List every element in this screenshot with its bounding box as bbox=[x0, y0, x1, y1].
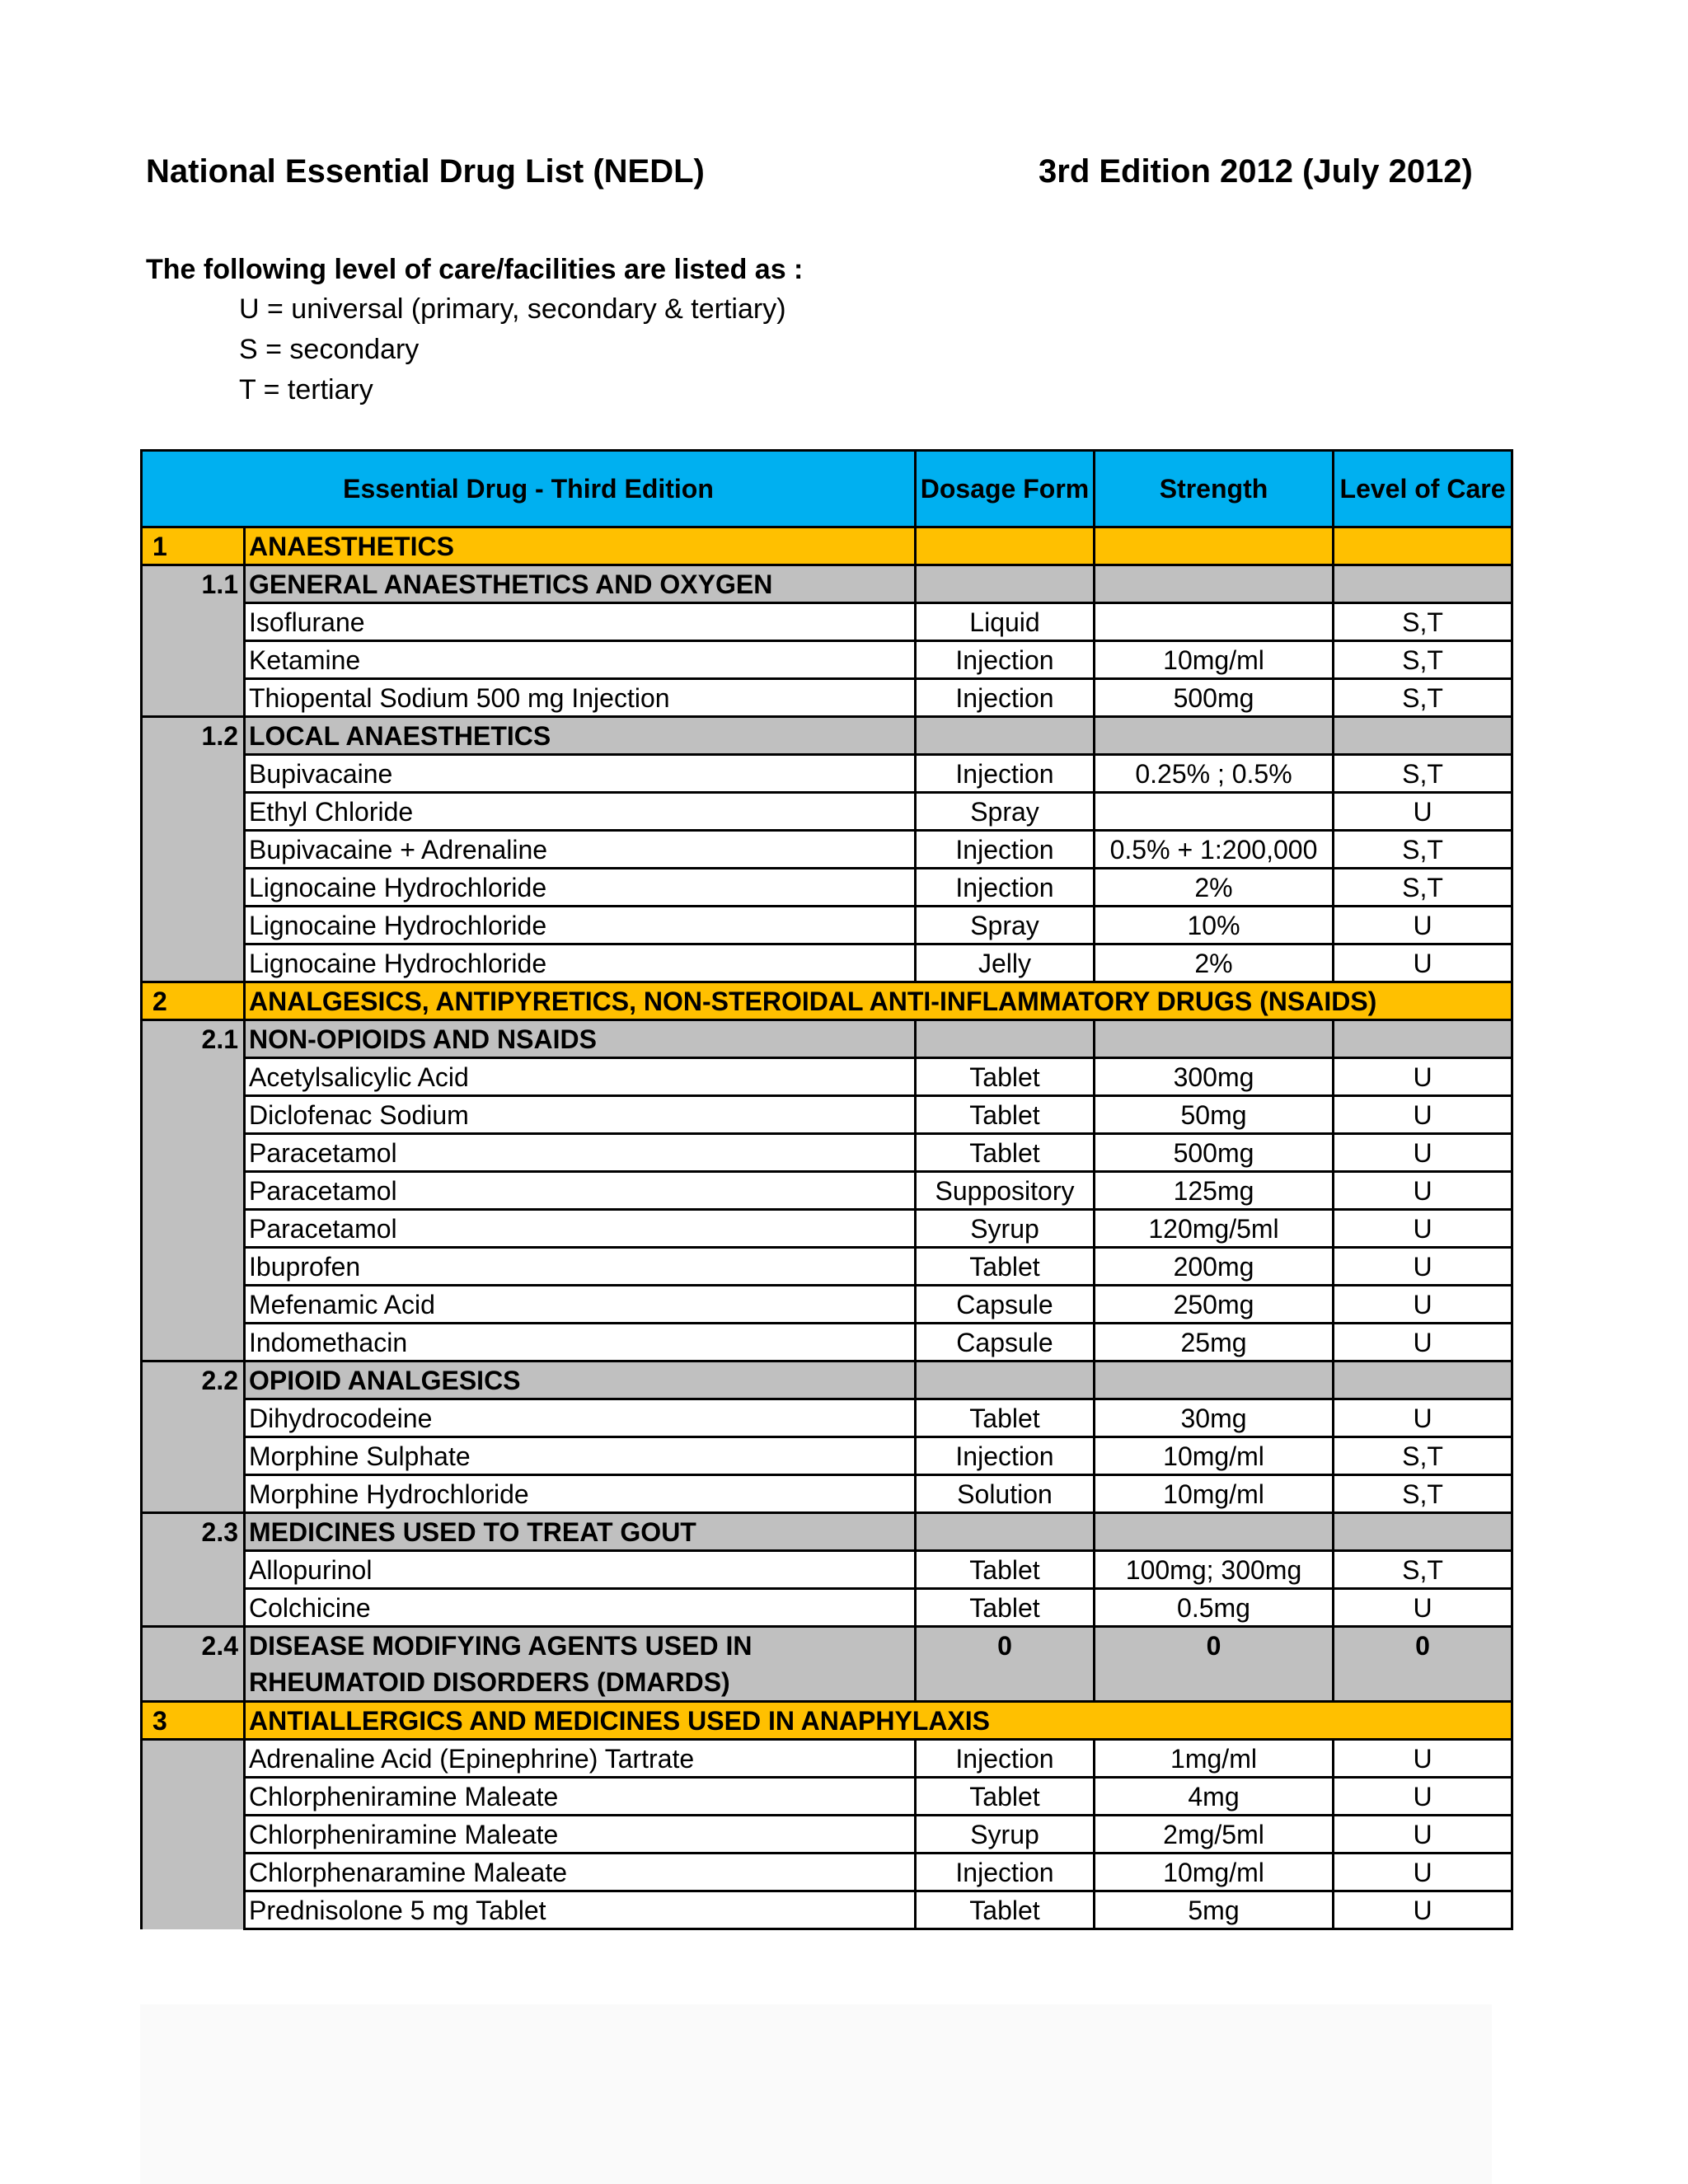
drug-name: Acetylsalicylic Acid bbox=[245, 1058, 916, 1096]
strength: 120mg/5ml bbox=[1095, 1210, 1334, 1248]
subsection-row bbox=[142, 565, 1512, 603]
level-of-care: U bbox=[1334, 1324, 1512, 1361]
dosage-form: Spray bbox=[916, 793, 1095, 831]
drug-name: LOCAL ANAESTHETICS bbox=[245, 717, 916, 755]
row-number bbox=[142, 1589, 245, 1627]
subsection-row bbox=[142, 1020, 1512, 1058]
drug-name: Paracetamol bbox=[245, 1172, 916, 1210]
row-number: 1.1 bbox=[142, 565, 245, 603]
drug-row bbox=[142, 944, 1512, 982]
level-of-care bbox=[1334, 1513, 1512, 1551]
level-of-care: U bbox=[1334, 1248, 1512, 1286]
row-number bbox=[142, 1854, 245, 1891]
strength bbox=[1095, 565, 1334, 603]
dosage-form: Injection bbox=[916, 641, 1095, 679]
edition-label: 3rd Edition 2012 (July 2012) bbox=[1039, 153, 1473, 190]
strength: 10mg/ml bbox=[1095, 1475, 1334, 1513]
dosage-form: Injection bbox=[916, 1854, 1095, 1891]
dosage-form bbox=[916, 1361, 1095, 1399]
subsection-row bbox=[142, 1513, 1512, 1551]
strength: 2% bbox=[1095, 944, 1334, 982]
row-number bbox=[142, 907, 245, 944]
strength: 0.5mg bbox=[1095, 1589, 1334, 1627]
drug-row bbox=[142, 1248, 1512, 1286]
row-number bbox=[142, 793, 245, 831]
row-number bbox=[142, 1551, 245, 1589]
row-number bbox=[142, 1134, 245, 1172]
drug-row bbox=[142, 1096, 1512, 1134]
strength: 30mg bbox=[1095, 1399, 1334, 1437]
drug-name: Bupivacaine + Adrenaline bbox=[245, 831, 916, 869]
dosage-form: Liquid bbox=[916, 603, 1095, 641]
level-of-care bbox=[1334, 717, 1512, 755]
strength: 50mg bbox=[1095, 1096, 1334, 1134]
drug-name: Ketamine bbox=[245, 641, 916, 679]
dosage-form bbox=[916, 565, 1095, 603]
level-of-care: S,T bbox=[1334, 1437, 1512, 1475]
row-number bbox=[142, 1324, 245, 1361]
drug-name: Chlorphenaramine Maleate bbox=[245, 1854, 916, 1891]
drug-row bbox=[142, 869, 1512, 907]
drug-row bbox=[142, 1210, 1512, 1248]
level-of-care: U bbox=[1334, 944, 1512, 982]
dosage-form: Tablet bbox=[916, 1248, 1095, 1286]
strength bbox=[1095, 1361, 1334, 1399]
drug-name: Colchicine bbox=[245, 1589, 916, 1627]
dosage-form: Injection bbox=[916, 1437, 1095, 1475]
header-dosage-form: Dosage Form bbox=[916, 451, 1095, 527]
drug-name: MEDICINES USED TO TREAT GOUT bbox=[245, 1513, 916, 1551]
strength: 250mg bbox=[1095, 1286, 1334, 1324]
dosage-form: Tablet bbox=[916, 1589, 1095, 1627]
strength: 0 bbox=[1095, 1627, 1334, 1702]
section-row bbox=[142, 1702, 1512, 1740]
subsection-row bbox=[142, 1361, 1512, 1399]
header-drug: Essential Drug - Third Edition bbox=[142, 451, 916, 527]
dosage-form bbox=[916, 1513, 1095, 1551]
drug-name: Dihydrocodeine bbox=[245, 1399, 916, 1437]
level-of-care: U bbox=[1334, 1286, 1512, 1324]
drug-row bbox=[142, 831, 1512, 869]
drug-name: Paracetamol bbox=[245, 1134, 916, 1172]
row-number bbox=[142, 1816, 245, 1854]
level-of-care: U bbox=[1334, 1854, 1512, 1891]
strength: 10mg/ml bbox=[1095, 1437, 1334, 1475]
drug-name: Lignocaine Hydrochloride bbox=[245, 869, 916, 907]
strength: 10% bbox=[1095, 907, 1334, 944]
row-number: 1.2 bbox=[142, 717, 245, 755]
drug-name: Prednisolone 5 mg Tablet bbox=[245, 1891, 916, 1929]
header-level-of-care: Level of Care bbox=[1334, 451, 1512, 527]
drug-row bbox=[142, 793, 1512, 831]
drug-name: NON-OPIOIDS AND NSAIDS bbox=[245, 1020, 916, 1058]
level-of-care: S,T bbox=[1334, 603, 1512, 641]
drug-row bbox=[142, 1816, 1512, 1854]
level-of-care: U bbox=[1334, 1096, 1512, 1134]
row-number bbox=[142, 831, 245, 869]
legend-heading: The following level of care/facilities are listed as : bbox=[146, 254, 804, 285]
drug-row bbox=[142, 1740, 1512, 1778]
legend-secondary: S = secondary bbox=[239, 334, 420, 365]
dosage-form: Suppository bbox=[916, 1172, 1095, 1210]
drug-row bbox=[142, 1551, 1512, 1589]
level-of-care: U bbox=[1334, 1740, 1512, 1778]
drug-row bbox=[142, 1589, 1512, 1627]
strength: 10mg/ml bbox=[1095, 1854, 1334, 1891]
section-row bbox=[142, 982, 1512, 1020]
level-of-care: U bbox=[1334, 1134, 1512, 1172]
level-of-care: U bbox=[1334, 1058, 1512, 1096]
level-of-care: U bbox=[1334, 1891, 1512, 1929]
drug-name: ANAESTHETICS bbox=[245, 527, 916, 565]
level-of-care: U bbox=[1334, 1210, 1512, 1248]
dosage-form: Capsule bbox=[916, 1324, 1095, 1361]
level-of-care: U bbox=[1334, 1399, 1512, 1437]
strength bbox=[1095, 1020, 1334, 1058]
level-of-care bbox=[1334, 527, 1512, 565]
row-number bbox=[142, 1399, 245, 1437]
strength bbox=[1095, 603, 1334, 641]
drug-name: Thiopental Sodium 500 mg Injection bbox=[245, 679, 916, 717]
strength: 200mg bbox=[1095, 1248, 1334, 1286]
row-number: 2.2 bbox=[142, 1361, 245, 1399]
dosage-form: Injection bbox=[916, 1740, 1095, 1778]
level-of-care: S,T bbox=[1334, 869, 1512, 907]
dosage-form: Injection bbox=[916, 831, 1095, 869]
dosage-form bbox=[916, 1020, 1095, 1058]
dosage-form: Capsule bbox=[916, 1286, 1095, 1324]
legend-tertiary: T = tertiary bbox=[239, 374, 373, 405]
drug-row bbox=[142, 1134, 1512, 1172]
row-number bbox=[142, 641, 245, 679]
row-number bbox=[142, 755, 245, 793]
dosage-form: Tablet bbox=[916, 1134, 1095, 1172]
drug-name: Ibuprofen bbox=[245, 1248, 916, 1286]
strength: 2mg/5ml bbox=[1095, 1816, 1334, 1854]
row-number: 2.4 bbox=[142, 1627, 245, 1702]
row-number bbox=[142, 1778, 245, 1816]
drug-name: Chlorpheniramine Maleate bbox=[245, 1816, 916, 1854]
dosage-form: Syrup bbox=[916, 1210, 1095, 1248]
drug-name: Lignocaine Hydrochloride bbox=[245, 944, 916, 982]
dosage-form: Tablet bbox=[916, 1058, 1095, 1096]
drug-row bbox=[142, 1286, 1512, 1324]
drug-row bbox=[142, 679, 1512, 717]
drug-name: Ethyl Chloride bbox=[245, 793, 916, 831]
dosage-form: Tablet bbox=[916, 1399, 1095, 1437]
section-row bbox=[142, 527, 1512, 565]
row-number bbox=[142, 679, 245, 717]
drug-name: OPIOID ANALGESICS bbox=[245, 1361, 916, 1399]
dosage-form bbox=[916, 527, 1095, 565]
level-of-care: U bbox=[1334, 1778, 1512, 1816]
level-of-care: U bbox=[1334, 1172, 1512, 1210]
drug-row bbox=[142, 1324, 1512, 1361]
drug-name: Indomethacin bbox=[245, 1324, 916, 1361]
subsection-row bbox=[142, 1627, 1512, 1702]
drug-row bbox=[142, 1891, 1512, 1929]
dosage-form: Injection bbox=[916, 755, 1095, 793]
drug-name: Bupivacaine bbox=[245, 755, 916, 793]
dosage-form: Tablet bbox=[916, 1891, 1095, 1929]
section-title: ANALGESICS, ANTIPYRETICS, NON-STEROIDAL ANTI-INFLAMMATORY DRUGS (NSAIDS) bbox=[245, 982, 1512, 1020]
drug-table-body bbox=[142, 527, 1512, 1929]
level-of-care: S,T bbox=[1334, 1551, 1512, 1589]
level-of-care bbox=[1334, 1020, 1512, 1058]
strength bbox=[1095, 793, 1334, 831]
drug-name: Morphine Sulphate bbox=[245, 1437, 916, 1475]
row-number: 2.1 bbox=[142, 1020, 245, 1058]
page-footer-area bbox=[140, 2004, 1492, 2184]
drug-name: Diclofenac Sodium bbox=[245, 1096, 916, 1134]
dosage-form: Tablet bbox=[916, 1096, 1095, 1134]
drug-row bbox=[142, 1854, 1512, 1891]
strength: 300mg bbox=[1095, 1058, 1334, 1096]
row-number: 3 bbox=[142, 1702, 245, 1740]
strength bbox=[1095, 717, 1334, 755]
row-number bbox=[142, 869, 245, 907]
drug-table bbox=[140, 449, 1513, 1930]
strength: 500mg bbox=[1095, 1134, 1334, 1172]
level-of-care: U bbox=[1334, 1589, 1512, 1627]
row-number bbox=[142, 1172, 245, 1210]
strength: 0.5% + 1:200,000 bbox=[1095, 831, 1334, 869]
row-number bbox=[142, 944, 245, 982]
row-number bbox=[142, 1248, 245, 1286]
strength: 4mg bbox=[1095, 1778, 1334, 1816]
row-number bbox=[142, 1437, 245, 1475]
drug-row bbox=[142, 755, 1512, 793]
row-number bbox=[142, 1286, 245, 1324]
header-strength: Strength bbox=[1095, 451, 1334, 527]
document-title: National Essential Drug List (NEDL) bbox=[146, 153, 705, 190]
drug-name: Paracetamol bbox=[245, 1210, 916, 1248]
strength: 100mg; 300mg bbox=[1095, 1551, 1334, 1589]
level-of-care bbox=[1334, 565, 1512, 603]
level-of-care: U bbox=[1334, 907, 1512, 944]
dosage-form bbox=[916, 717, 1095, 755]
strength: 2% bbox=[1095, 869, 1334, 907]
dosage-form: Tablet bbox=[916, 1551, 1095, 1589]
level-of-care: U bbox=[1334, 793, 1512, 831]
drug-name: Chlorpheniramine Maleate bbox=[245, 1778, 916, 1816]
strength bbox=[1095, 1513, 1334, 1551]
strength: 125mg bbox=[1095, 1172, 1334, 1210]
drug-row bbox=[142, 1399, 1512, 1437]
legend-universal: U = universal (primary, secondary & tertiary) bbox=[239, 293, 786, 325]
row-number bbox=[142, 1891, 245, 1929]
strength: 10mg/ml bbox=[1095, 641, 1334, 679]
level-of-care: S,T bbox=[1334, 679, 1512, 717]
row-number bbox=[142, 1475, 245, 1513]
strength: 0.25% ; 0.5% bbox=[1095, 755, 1334, 793]
row-number bbox=[142, 1210, 245, 1248]
drug-name: DISEASE MODIFYING AGENTS USED IN RHEUMATOID DISORDERS (DMARDS) bbox=[245, 1627, 916, 1702]
drug-row bbox=[142, 1778, 1512, 1816]
level-of-care: S,T bbox=[1334, 755, 1512, 793]
drug-row bbox=[142, 1172, 1512, 1210]
dosage-form: Spray bbox=[916, 907, 1095, 944]
dosage-form: Injection bbox=[916, 679, 1095, 717]
strength: 500mg bbox=[1095, 679, 1334, 717]
section-title: ANTIALLERGICS AND MEDICINES USED IN ANAPHYLAXIS bbox=[245, 1702, 1512, 1740]
drug-row bbox=[142, 641, 1512, 679]
level-of-care: U bbox=[1334, 1816, 1512, 1854]
row-number bbox=[142, 603, 245, 641]
row-number: 2.3 bbox=[142, 1513, 245, 1551]
row-number: 1 bbox=[142, 527, 245, 565]
drug-name: Morphine Hydrochloride bbox=[245, 1475, 916, 1513]
dosage-form: Syrup bbox=[916, 1816, 1095, 1854]
level-of-care: S,T bbox=[1334, 1475, 1512, 1513]
dosage-form: Solution bbox=[916, 1475, 1095, 1513]
level-of-care: 0 bbox=[1334, 1627, 1512, 1702]
drug-row bbox=[142, 603, 1512, 641]
drug-name: Adrenaline Acid (Epinephrine) Tartrate bbox=[245, 1740, 916, 1778]
table-header-row bbox=[142, 451, 1512, 527]
drug-name: Lignocaine Hydrochloride bbox=[245, 907, 916, 944]
drug-name: Allopurinol bbox=[245, 1551, 916, 1589]
strength: 1mg/ml bbox=[1095, 1740, 1334, 1778]
level-of-care: S,T bbox=[1334, 641, 1512, 679]
dosage-form: 0 bbox=[916, 1627, 1095, 1702]
strength bbox=[1095, 527, 1334, 565]
drug-row bbox=[142, 907, 1512, 944]
drug-name: GENERAL ANAESTHETICS AND OXYGEN bbox=[245, 565, 916, 603]
drug-name: Isoflurane bbox=[245, 603, 916, 641]
drug-row bbox=[142, 1058, 1512, 1096]
strength: 25mg bbox=[1095, 1324, 1334, 1361]
row-number bbox=[142, 1096, 245, 1134]
row-number: 2 bbox=[142, 982, 245, 1020]
strength: 5mg bbox=[1095, 1891, 1334, 1929]
drug-row bbox=[142, 1475, 1512, 1513]
drug-row bbox=[142, 1437, 1512, 1475]
subsection-row bbox=[142, 717, 1512, 755]
level-of-care: S,T bbox=[1334, 831, 1512, 869]
row-number bbox=[142, 1740, 245, 1778]
dosage-form: Jelly bbox=[916, 944, 1095, 982]
level-of-care bbox=[1334, 1361, 1512, 1399]
drug-name: Mefenamic Acid bbox=[245, 1286, 916, 1324]
dosage-form: Tablet bbox=[916, 1778, 1095, 1816]
dosage-form: Injection bbox=[916, 869, 1095, 907]
row-number bbox=[142, 1058, 245, 1096]
